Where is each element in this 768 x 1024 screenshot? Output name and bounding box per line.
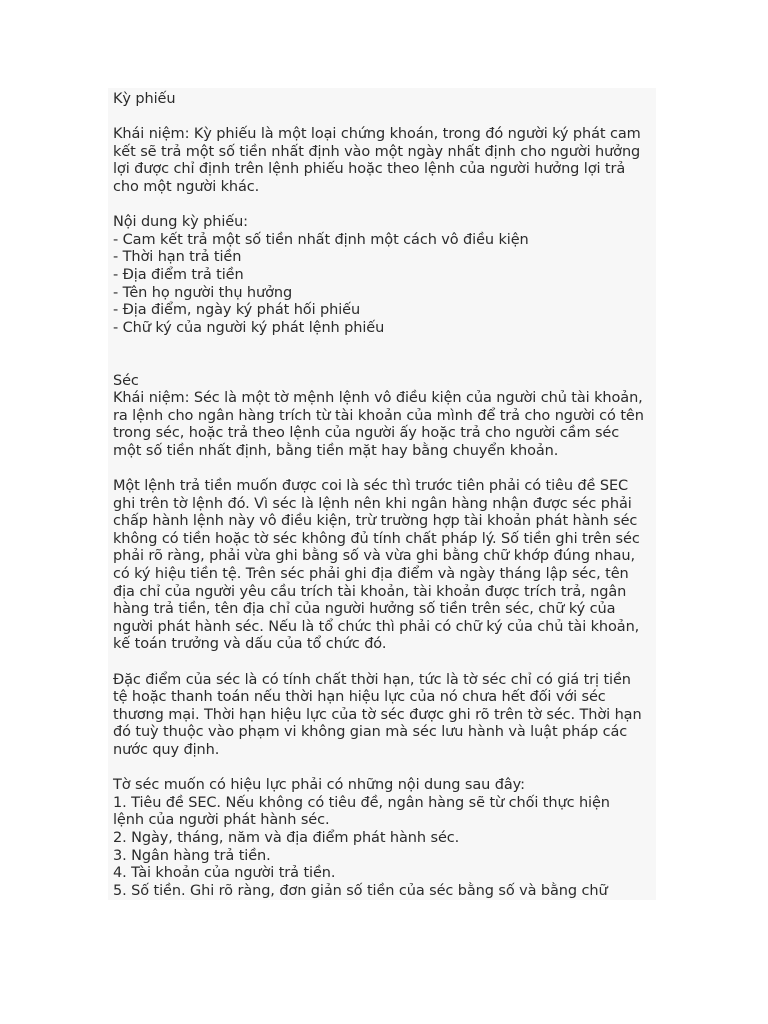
text-line: - Cam kết trả một số tiền nhất định một cách vô điều kiện [113, 231, 529, 248]
document-text [113, 91, 656, 900]
text-line: - Địa điểm, ngày ký phát hối phiếu [113, 302, 361, 319]
text-line: 4. Tài khoản của người trả tiền. [113, 865, 336, 882]
text-line: trong séc, hoặc trả theo lệnh của người ấy hoặc trả cho người cầm séc [113, 425, 620, 442]
text-line: - Thời hạn trả tiền [113, 249, 242, 266]
text-line: Một lệnh trả tiền muốn được coi là séc thì trước tiên phải có tiêu đề SEC [113, 478, 629, 495]
text-line: 1. Tiêu đề SEC. Nếu không có tiêu đề, ngân hàng sẽ từ chối thực hiện [113, 794, 610, 811]
text-line: nước quy định. [113, 741, 220, 758]
text-line: thương mại. Thời hạn hiệu lực của tờ séc được ghi rõ trên tờ séc. Thời hạn [113, 706, 642, 723]
text-line: đó tuỳ thuộc vào phạm vi không gian mà séc lưu hành và luật pháp các [113, 724, 628, 741]
text-line: phải rõ ràng, phải vừa ghi bằng số và vừa ghi bằng chữ khớp đúng nhau, [113, 548, 636, 565]
text-line: Khái niệm: Kỳ phiếu là một loại chứng khoán, trong đó người ký phát cam [113, 126, 641, 143]
text-line: người phát hành séc. Nếu là tổ chức thì phải có chữ ký của chủ tài khoản, [113, 618, 640, 635]
text-line: - Tên họ người thụ hưởng [113, 284, 293, 301]
text-line: chấp hành lệnh này vô điều kiện, trừ trường hợp tài khoản phát hành séc [113, 513, 638, 530]
text-line: 2. Ngày, tháng, năm và địa điểm phát hành séc. [113, 829, 460, 846]
text-line: Kỳ phiếu [113, 91, 176, 107]
text-line: một số tiền nhất định, bằng tiền mặt hay bằng chuyển khoản. [113, 442, 559, 459]
text-line: Đặc điểm của séc là có tính chất thời hạn, tức là tờ séc chỉ có giá trị tiền [113, 671, 631, 688]
text-line: - Địa điểm trả tiền [113, 266, 244, 283]
text-line: lợi được chỉ định trên lệnh phiếu hoặc theo lệnh của người hưởng lợi trả [113, 161, 626, 178]
document-page [108, 88, 656, 900]
text-line: - Chữ ký của người ký phát lệnh phiếu [113, 319, 385, 336]
blank-line [113, 197, 656, 215]
text-line: cho một người khác. [113, 178, 260, 195]
text-line: ra lệnh cho ngân hàng trích từ tài khoản của mình để trả cho người có tên [113, 407, 644, 424]
text-line: ghi trên tờ lệnh đó. Vì séc là lệnh nên khi ngân hàng nhận được séc phải [113, 495, 632, 512]
blank-line [113, 337, 656, 355]
blank-line [113, 109, 656, 127]
text-line: không có tiền hoặc tờ séc không đủ tính chất pháp lý. Số tiền ghi trên séc [113, 530, 640, 547]
text-line: Nội dung kỳ phiếu: [113, 214, 248, 231]
text-line: Séc [113, 372, 139, 389]
text-line: có ký hiệu tiền tệ. Trên séc phải ghi địa điểm và ngày tháng lập séc, tên [113, 566, 629, 583]
text-line: hàng trả tiền, tên địa chỉ của người hưởng số tiền trên séc, chữ ký của [113, 601, 616, 618]
text-line: địa chỉ của người yêu cầu trích tài khoản, tài khoản được trích trả, ngân [113, 583, 627, 600]
blank-line [113, 760, 656, 778]
text-line: tệ hoặc thanh toán nếu thời hạn hiệu lực của nó chưa hết đối với séc [113, 689, 606, 706]
text-line: kết sẽ trả một số tiền nhất định vào một ngày nhất định cho người hưởng [113, 143, 641, 160]
text-line: Khái niệm: Séc là một tờ mệnh lệnh vô điều kiện của người chủ tài khoản, [113, 390, 643, 407]
text-line: kế toán trưởng và dấu của tổ chức đó. [113, 636, 387, 653]
text-line: 3. Ngân hàng trả tiền. [113, 847, 271, 864]
text-line: 5. Số tiền. Ghi rõ ràng, đơn giản số tiền của séc bằng số và bằng chữ [113, 882, 608, 899]
text-line: lệnh của người phát hành séc. [113, 812, 330, 829]
blank-line [113, 460, 656, 478]
blank-line [113, 355, 656, 373]
text-line: Tờ séc muốn có hiệu lực phải có những nội dung sau đây: [113, 777, 525, 794]
blank-line [113, 654, 656, 672]
